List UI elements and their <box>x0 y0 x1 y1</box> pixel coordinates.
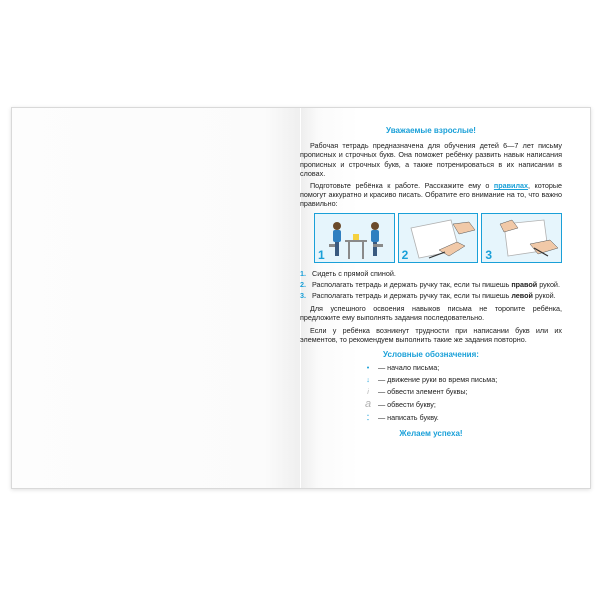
closing-wish: Желаем успеха! <box>399 429 463 439</box>
illustrations <box>314 213 562 263</box>
trace-element-icon: i <box>367 386 369 396</box>
legend-text: — обвести букву; <box>378 399 436 409</box>
left-hand-drawing <box>482 214 563 262</box>
arrow-down-icon: ↓ <box>366 374 370 384</box>
legend-title: Условные обозначения: <box>383 350 479 360</box>
legend-item <box>360 385 562 397</box>
posture-drawing <box>315 214 396 262</box>
left-page <box>12 108 300 488</box>
legend-text: — движение руки во время письма; <box>378 374 498 384</box>
rules-link[interactable]: правилах <box>493 181 529 191</box>
rule-text: Сидеть с прямой спиной. <box>312 268 396 278</box>
legend-text: — написать букву. <box>378 412 439 422</box>
list-item <box>300 269 562 278</box>
prepare-paragraph <box>300 181 562 209</box>
rules-list <box>300 269 562 301</box>
panel-number: 3 <box>485 248 493 263</box>
rule-number: 1. <box>300 268 306 278</box>
illustration-right-hand <box>398 213 479 263</box>
difficulty-paragraph: Если у ребёнка возникнут трудности при написании букв или их элементов, то рекомендуем выполнить такие же задания повторно. <box>300 325 562 344</box>
rule-emphasis: левой <box>511 291 533 301</box>
legend-item <box>360 373 562 385</box>
rule-number: 2. <box>300 279 306 289</box>
page-content <box>300 110 562 438</box>
rule-text: Располагать тетрадь и держать ручку так, если ты пишешь <box>312 291 510 301</box>
prepare-text-after: , которые помогут аккуратно и красиво писать. Обратите его внимание на то, что важно правильно: <box>300 181 562 209</box>
legend-item <box>360 361 562 373</box>
page-title: Уважаемые взрослые! <box>386 126 476 135</box>
write-letter-icon: ⁚ <box>366 412 370 422</box>
trace-letter-icon: a <box>364 397 372 410</box>
legend-item <box>360 411 562 423</box>
start-dot-icon: • <box>366 362 370 372</box>
rule-text: Располагать тетрадь и держать ручку так, если ты пишешь <box>312 279 510 289</box>
rule-number: 3. <box>300 291 306 301</box>
illustration-left-hand <box>481 213 562 263</box>
legend <box>360 361 562 423</box>
rule-text-end: рукой. <box>534 291 556 301</box>
legend-text: — обвести элемент буквы; <box>378 386 468 396</box>
intro-paragraph: Рабочая тетрадь предназначена для обучения детей 6—7 лет письму прописных и строчных букв. Она поможет ребёнку развить навык написания прописных и строчных букв, а также потренироваться в их написании в словах. <box>300 141 562 178</box>
list-item <box>300 280 562 289</box>
success-paragraph: Для успешного освоения навыков письма не торопите ребёнка, предложите ему выполнять задания последовательно. <box>300 304 562 323</box>
panel-number: 2 <box>401 248 409 263</box>
legend-text: — начало письма; <box>378 362 440 372</box>
illustration-posture <box>314 213 395 263</box>
rule-emphasis: правой <box>511 279 538 289</box>
right-hand-drawing <box>399 214 480 262</box>
legend-item <box>360 397 562 411</box>
panel-number: 1 <box>318 248 325 263</box>
rule-text-end: рукой. <box>539 279 560 289</box>
list-item <box>300 291 562 300</box>
prepare-text-before: Подготовьте ребёнка к работе. Расскажите ему о <box>310 181 490 191</box>
